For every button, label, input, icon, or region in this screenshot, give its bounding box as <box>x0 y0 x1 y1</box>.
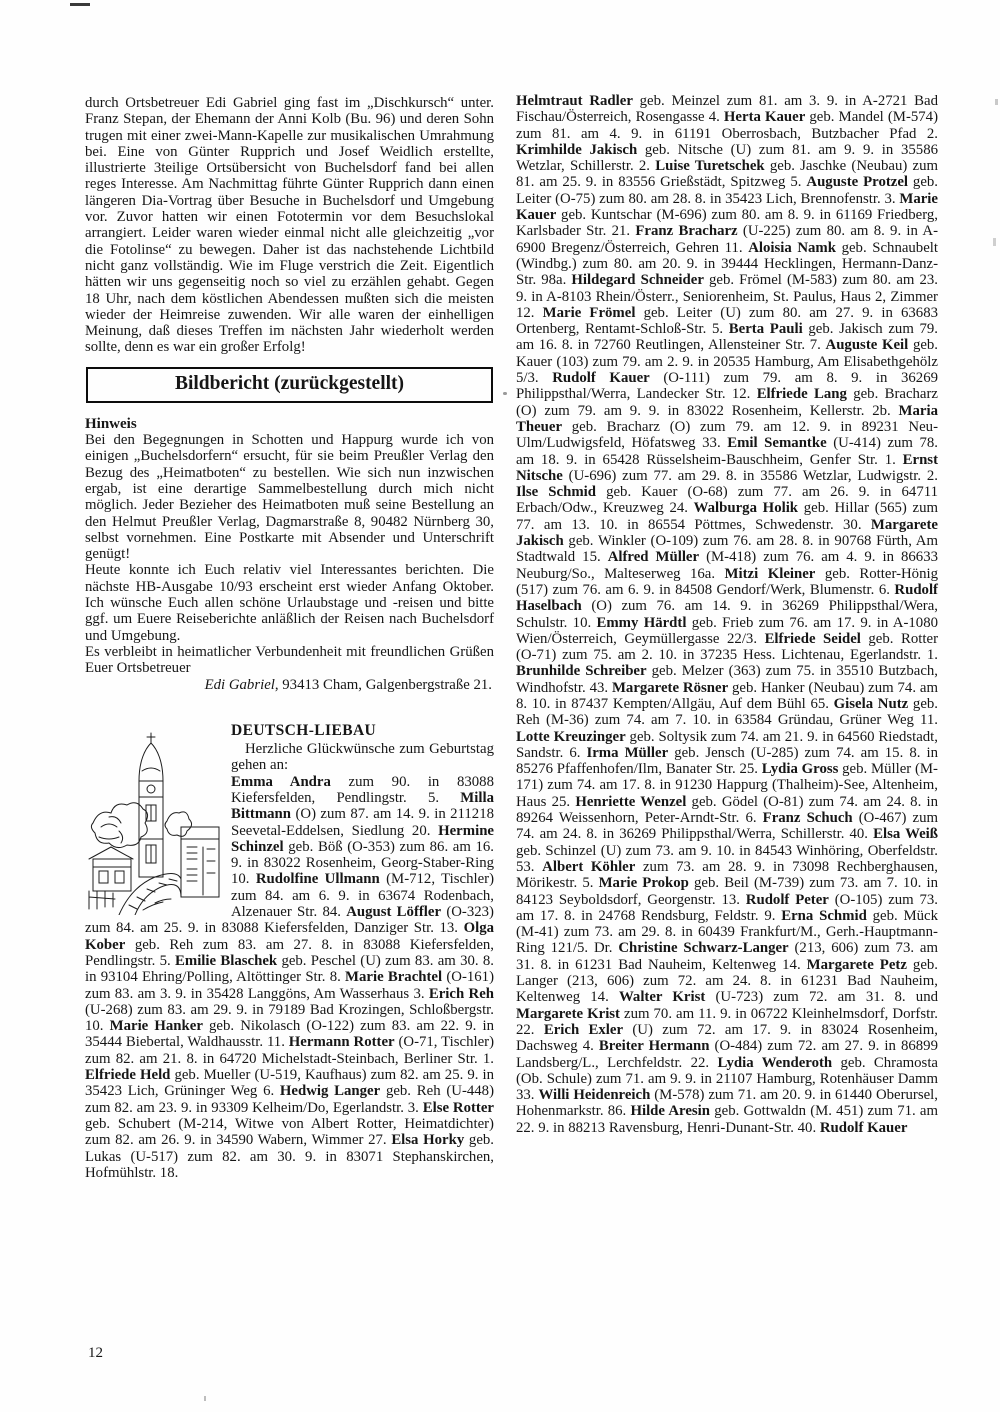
hinweis-paragraph-2: Heute konnte ich Euch relativ viel Interessantes berichten. Die nächste HB-Ausgabe 10/93 erscheint erst wieder Anfang Oktober. Ich wünsche Euch allen schöne Urlaubstage und -reisen und bitte ggf. um Euere Reiseberichte anläßlich der Reisen nach Buchelsdorf und Umgebung. <box>85 562 494 644</box>
birthday-list-continued: Helmtraut Radler geb. Meinzel zum 81. am 3. 9. in A-2721 Bad Fischau/Österreich, Rosengasse 4. Herta Kauer geb. Mandel (M-574) zum 81. am 4. 9. in 61191 Oberrosbach, Butzbacher Pfad 2. Krimhilde Jakisch geb. Nitsche (U) zum 81. am 9. 9. in 35586 Wetzlar, Schillerstr. 2. Luise Turetschek geb. Jaschke (Neubau) zum 81. am 25. 9. in 83556 Grießstädt, Spitzweg 5. Auguste Protzel geb. Leiter (O-75) zum 80. am 28. 8. in 35423 Lich, Brennofenstr. 3. Marie Kauer geb. Kuntschar (M-696) zum 80. am 8. 9. in 61169 Friedberg, Karlsbader Str. 21. Franz Bracharz (U-225) zum 80. am 8. 9. in A-6900 Bregenz/Österreich, Gehren 11. Aloisia Namk geb. Schnaubelt (Windbg.) zum 80. am 20. 9. in 39444 Hecklingen, Hermann-Danz-Str. 98a. Hildegard Schneider geb. Frömel (M-583) zum 80. am 23. 9. in A-8103 Rhein/Österr., Seniorenheim, St. Paulus, Haus 2, Zimmer 12. Marie Frömel geb. Leiter (U) zum 80. am 27. 9. in 63683 Ortenberg, Rentamt-Schloß-Str. 5. Berta Pauli geb. Jakisch zum 79. am 16. 8. in 72760 Reutlingen, Allensteiner Str. 7. Auguste Keil geb. Kauer (103) zum 79. am 2. 9. in 20535 Hamburg, Am Elisabethgehölz 5/3. Rudolf Kauer (O-111) zum 79. am 8. 9. in 36269 Philippsthal/Werra, Landecker Str. 12. Elfriede Lang geb. Bracharz (O) zum 79. am 9. 9. in 83022 Rosenheim, Kellerstr. 2b. Maria Theuer geb. Bracharz (O) zum 79. am 12. 9. in 89231 Neu-Ulm/Ludwigsfeld, Höfatsweg 33. Emil Semantke (U-414) zum 78. am 18. 9. in 65428 Rüsselsheim-Bauschheim, Genfer Str. 1. Ernst Nitsche (U-696) zum 77. am 29. 8. in 35586 Wetzlar, Ludwigstr. 2. Ilse Schmid geb. Kauer (O-68) zum 77. am 26. 9. in 64711 Erbach/Odw., Kreuzweg 24. Walburga Holik geb. Hillar (565) zum 77. am 13. 10. in 86554 Pöttmes, Schwedenstr. 30. Margarete Jakisch geb. Winkler (O-109) zum 76. am 28. 8. in 90768 Fürth, Am Stadtwald 15. Alfred Müller (M-418) zum 76. am 4. 9. in 86633 Neuburg/So., Malteserweg 16a. Mitzi Kleiner geb. Rotter-Hönig (517) zum 76. am 6. 9. in 84508 Gendorf/Werk, Blumenstr. 6. Rudolf Haselbach (O) zum 76. am 14. 9. in 36269 Philippsthal/Wera, Schulstr. 10. Emmy Härdtl geb. Frieb zum 76. am 17. 9. in A-1080 Wien/Österreich, Geymüllergasse 22/3. Elfriede Seidel geb. Rotter (O-71) zum 75. am 2. 10. in 37235 Hess. Lichtenau, Egerlandstr. 1. Brunhilde Schreiber geb. Melzer (363) zum 75. in 35510 Butzbach, Windhofstr. 43. Margarete Rösner geb. Hanker (Neubau) zum 74. am 8. 10. in 87437 Kempten/Allgäu, Auf dem Bühl 65. Gisela Nutz geb. Reh (M-36) zum 74. am 7. 10. in 63584 Gründau, Grüner Weg 11. Lotte Kreuzinger geb. Soltysik zum 74. am 21. 9. in 64560 Riedstadt, Sandstr. 6. Irma Müller geb. Jensch (U-285) zum 74. am 15. 8. in 85276 Pfaffenhofen/Ilm, Banater Str. 25. Lydia Gross geb. Müller (M-171) zum 74. am 17. 8. in 91230 Happurg (Thalheim)-See, Altenheim, Haus 25. Henriette Wenzel geb. Gödel (O-81) zum 74. am 24. 8. in 89264 Weissenhorn, Peter-Arndt-Str. 6. Franz Schuch (O-467) zum 74. am 24. 8. in 36269 Philippsthal/Werra, Schillerstr. 40. Elsa Weiß geb. Schinzel (U) zum 73. am 9. 10. in 84543 Winhöring, Oberfeldstr. 53. Albert Köhler zum 73. am 28. 9. in 73098 Rechberghausen, Mörikestr. 5. Marie Prokop geb. Beil (M-739) zum 73. am 7. 10. in 84123 Seyboldsdorf, Georgenstr. 13. Rudolf Peter (O-105) zum 73. am 17. 8. in 24768 Rendsburg, Feldstr. 9. Erna Schmid geb. Mück (M-41) zum 73. am 29. 8. in 60439 Frankfurt/M., Gerh.-Hauptmann-Ring 121/5. Dr. Christine Schwarz-Langer (213, 606) zum 73. am 31. 8. in 61231 Bad Nauheim, Keltenweg 14. Margarete Petz geb. Langer (213, 606) zum 72. am 24. 8. in 61231 Bad Nauheim, Keltenweg 14. Walter Krist (U-723) zum 72. am 31. 8. und Margarete Krist zum 70. am 11. 9. in 06722 Kleinhelmsdorf, Dorfstr. 22. Erich Exler (U) zum 72. am 17. 9. in 83024 Rosenheim, Dachsweg 4. Breiter Hermann (O-484) zum 72. am 27. 9. in 86899 Landsberg/L., Lerchfeldstr. 22. Lydia Wenderoth geb. Chramosta (Ob. Schule) zum 71. am 9. 9. in 21107 Hamburg, Rotenhäuser Damm 33. Willi Heidenreich (M-578) zum 71. am 20. 9. in 61440 Oberursel, Hohenmarkstr. 86. Hilde Aresin geb. Gottwaldn (M. 451) zum 71. am 22. 9. in 88213 Ravensburg, Henri-Dunant-Str. 40. Rudolf Kauer <box>516 93 939 1136</box>
village-church-sketch-image <box>85 727 221 915</box>
liebau-intro: Herzliche Glückwünsche zum Geburtstag gehen an: <box>231 741 494 774</box>
hinweis-heading: Hinweis <box>85 415 137 432</box>
scan-artifact <box>503 392 507 395</box>
liebau-birthday-list: Emma Andra zum 90. in 83088 Kiefersfelden, Pendlingstr. 5. Milla Bittmann (O) zum 87. am 14. 9. in 211218 Seevetal-Eddelsen, Siedlung 20. Hermine Schinzel geb. Böß (O-353) zum 86. am 16. 9. in 83022 Rosenheim, Georg-Staber-Ring 10. Rudolfine Ullmann (M-712, Tischler) zum 84. am 6. 9. in 63674 Rodenbach, Alzenauer Str. 84. August Löffler (O-323) zum 84. am 25. 9. in 83088 Kiefersfelden, Danziger Str. 13. Olga Kober geb. Reh zum 83. am 27. 8. in 83088 Kiefersfelden, Pendlingstr. 5. Emilie Blaschek geb. Peschel (U) zum 83. am 30. 8. in 93104 Ehring/Polling, Altöttinger Str. 8. Marie Brachtel (O-161) zum 83. am 3. 9. in 35428 Langgöns, Am Wasserhaus 3. Erich Reh (U-268) zum 83. am 29. 9. in 79189 Bad Krozingen, Schloßbergstr. 10. Marie Hanker geb. Nikolasch (O-122) zum 83. am 22. 9. in 35444 Biebertal, Waldhausstr. 11. Hermann Rotter (O-71, Tischler) zum 82. am 21. 8. in 64720 Michelstadt-Steinbach, Berliner Str. 1. Elfriede Held geb. Mueller (U-519, Kaufhaus) zum 82. am 25. 9. in 35423 Lich, Grüninger Weg 6. Hedwig Langer geb. Reh (U-448) zum 82. am 23. 9. in 93309 Kelheim/Do, Egerlandstr. 3. Else Rotter geb. Schubert (M-214, Witwe von Albert Rotter, Heimatdichter) zum 82. am 26. 9. in 34590 Wabern, Wimmer 27. Elsa Horky geb. Lukas (U-517) zum 82. am 30. 9. in 83071 Stephanskirchen, Hofmühlstr. 18. <box>85 773 495 1181</box>
hinweis-paragraph-3: Es verbleibt in heimatlicher Verbundenheit mit freundlichen Grüßen Euer Ortsbetreuer <box>85 643 494 677</box>
signature-name: Edi Gabriel <box>204 676 275 693</box>
left-column <box>85 95 494 1181</box>
right-column <box>516 93 938 1136</box>
scan-artifact <box>204 1396 206 1401</box>
signature-line <box>85 677 494 693</box>
page-number: 12 <box>88 1345 103 1361</box>
boxed-section-header: Bildbericht (zurückgestellt) <box>86 367 493 403</box>
deutsch-liebau-section <box>85 723 494 1181</box>
hinweis-paragraph-1: Bei den Begegnungen in Schotten und Happurg wurde ich von einigen „Buchelsdorfern“ ersucht, für sie beim Preußler Verlag den Bezug des „Heimatboten“ zu bestellen. Wie sich nun inzwischen ergab, ist eine derartige Sammelbestellung durch mich nicht möglich. Jeder Bezieher des Heimatboten muß seine Bestellung an den Helmut Preußler Verlag, Dagmarstraße 8, 90482 Nürnberg 30, selbst vornehmen. Eine Postkarte mit Absender und Unterschrift genügt! <box>85 432 494 563</box>
scan-artifact <box>993 238 996 246</box>
liebau-heading: DEUTSCH-LIEBAU <box>231 721 377 739</box>
scan-artifact <box>70 3 90 6</box>
scan-artifact <box>995 99 998 105</box>
signature-address: , 93413 Cham, Galgenbergstraße 21. <box>274 676 492 693</box>
intro-paragraph: durch Ortsbetreuer Edi Gabriel ging fast im „Dischkursch“ unter. Franz Stepan, der Ehemann der Anni Kolb (Bu. 96) und deren Sohn trugen mit einer zwei-Mann-Kapelle zur musikalischen Umrahmung bei. Eine von Günter Rupprich und Josef Weidlich erstellte, illustrierte 3teilige Ortsübersicht von Buchelsdorf fand bei allen reges Interesse. Am Nachmittag führte Günter Rupprich dann einen längeren Dia-Vortrag über Besuche in Buchelsdorf und Umgebung vor. Zuvor hatten wir einen Fototermin vor dem Besuchslokal arrangiert. Leider waren wieder einmal nicht alle gleichzeitig „vor die Fotolinse“ zu bewegen. Daher ist das nachstehende Lichtbild nicht ganz vollständig. Wie im Fluge verstrich die Zeit. Eigentlich hätten wir uns gegenseitig noch so viel zu erzählen gehabt. Gegen 18 Uhr, nach dem köstlichen Abendessen mußten sich die meisten wieder der Heimreise zuwenden. Wir alle waren der einhelligen Meinung, daß dieses Treffen im nächsten Jahr wiederholt werden sollte, denn es war ein großer Erfolg! <box>85 95 494 356</box>
